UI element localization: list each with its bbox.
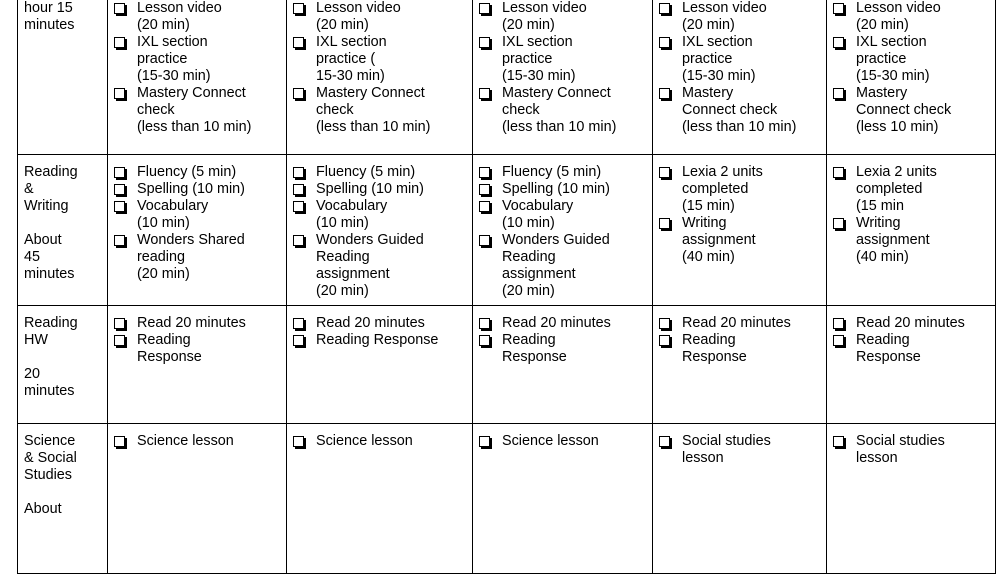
task-text: Vocabulary (10 min) (502, 198, 574, 231)
subject-duration: 20 minutes (24, 366, 75, 399)
subject-title: hour 15 minutes (24, 0, 75, 33)
task-text: Social studies lesson (856, 433, 945, 466)
day-4-task-cell (653, 0, 827, 155)
task-list (659, 315, 820, 366)
task-text: Spelling (10 min) (502, 181, 610, 197)
checkbox-bullet-icon (833, 218, 844, 229)
task-item (659, 85, 820, 136)
checkbox-bullet-icon (833, 436, 844, 447)
day-2-task-cell (287, 155, 473, 306)
day-3-task-cell (473, 424, 653, 574)
checkbox-bullet-icon (479, 201, 490, 212)
task-text: Reading Response (502, 332, 567, 365)
task-item (479, 181, 646, 198)
checkbox-bullet-icon (114, 184, 125, 195)
task-item (293, 332, 466, 349)
task-text: Mastery Connect check (less than 10 min) (316, 85, 431, 135)
task-text: Reading Response (856, 332, 921, 365)
task-item (659, 215, 820, 266)
schedule-row-science-social-studies (18, 424, 996, 574)
checkbox-bullet-icon (479, 37, 490, 48)
schedule-row-math (18, 0, 996, 155)
task-item (833, 0, 989, 34)
task-text: Wonders Shared reading (20 min) (137, 232, 245, 282)
checkbox-bullet-icon (659, 88, 670, 99)
task-item (293, 198, 466, 232)
task-item (114, 85, 280, 136)
day-3-task-cell (473, 0, 653, 155)
task-item (659, 433, 820, 467)
task-text: Mastery Connect check (less 10 min) (856, 85, 952, 135)
task-text: Read 20 minutes (682, 315, 791, 331)
task-list (293, 433, 466, 450)
checkbox-bullet-icon (293, 235, 304, 246)
task-text: Mastery Connect check (less than 10 min) (682, 85, 797, 135)
checkbox-bullet-icon (479, 167, 490, 178)
task-list (479, 164, 646, 300)
task-list (659, 433, 820, 467)
task-list (479, 0, 646, 136)
task-text: Vocabulary (10 min) (137, 198, 209, 231)
checkbox-bullet-icon (833, 318, 844, 329)
task-text: Fluency (5 min) (502, 164, 602, 180)
checkbox-bullet-icon (833, 167, 844, 178)
task-list (659, 164, 820, 266)
subject-header-cell (18, 424, 108, 574)
checkbox-bullet-icon (293, 37, 304, 48)
task-item (479, 164, 646, 181)
day-4-task-cell (653, 424, 827, 574)
task-item (479, 315, 646, 332)
subject-title: Science & Social Studies (24, 433, 77, 483)
task-text: Spelling (10 min) (316, 181, 424, 197)
task-text: Mastery Connect check (less than 10 min) (137, 85, 252, 135)
checkbox-bullet-icon (114, 335, 125, 346)
task-text: Vocabulary (10 min) (316, 198, 388, 231)
task-item (659, 0, 820, 34)
task-item (293, 34, 466, 85)
checkbox-bullet-icon (293, 88, 304, 99)
task-list (479, 315, 646, 366)
task-list (114, 164, 280, 283)
task-text: Fluency (5 min) (137, 164, 237, 180)
task-item (659, 332, 820, 366)
task-text: IXL section practice (15-30 min) (502, 34, 576, 84)
checkbox-bullet-icon (293, 436, 304, 447)
checkbox-bullet-icon (833, 88, 844, 99)
task-text: Read 20 minutes (856, 315, 965, 331)
checkbox-bullet-icon (479, 436, 490, 447)
task-list (114, 315, 280, 366)
day-5-task-cell (827, 155, 996, 306)
checkbox-bullet-icon (114, 436, 125, 447)
checkbox-bullet-icon (479, 184, 490, 195)
checkbox-bullet-icon (293, 201, 304, 212)
task-text: Writing assignment (40 min) (682, 215, 756, 265)
task-item (293, 232, 466, 300)
task-text: IXL section practice (15-30 min) (137, 34, 211, 84)
day-3-task-cell (473, 306, 653, 424)
subject-duration: About (24, 501, 62, 517)
task-item (833, 332, 989, 366)
task-text: Lesson video (20 min) (502, 0, 587, 33)
task-text: Lexia 2 units completed (15 min) (682, 164, 763, 214)
task-item (293, 0, 466, 34)
checkbox-bullet-icon (659, 167, 670, 178)
task-item (114, 164, 280, 181)
checkbox-bullet-icon (479, 88, 490, 99)
task-item (479, 34, 646, 85)
task-item (114, 332, 280, 366)
task-item (293, 164, 466, 181)
day-5-task-cell (827, 0, 996, 155)
day-1-task-cell (108, 306, 287, 424)
task-list (293, 315, 466, 349)
task-item (833, 85, 989, 136)
task-text: Science lesson (137, 433, 234, 449)
checkbox-bullet-icon (114, 3, 125, 14)
task-item (114, 181, 280, 198)
checkbox-bullet-icon (479, 235, 490, 246)
task-item (114, 0, 280, 34)
task-text: Reading Response (316, 332, 439, 348)
day-1-task-cell (108, 424, 287, 574)
task-list (293, 0, 466, 136)
task-list (114, 433, 280, 450)
task-text: Wonders Guided Reading assignment (20 min) (502, 232, 610, 299)
task-text: Lexia 2 units completed (15 min (856, 164, 937, 214)
task-text: Read 20 minutes (502, 315, 611, 331)
checkbox-bullet-icon (479, 3, 490, 14)
subject-title: Reading & Writing (24, 164, 78, 214)
task-text: Spelling (10 min) (137, 181, 245, 197)
task-item (114, 433, 280, 450)
task-item (114, 315, 280, 332)
subject-header-cell (18, 306, 108, 424)
task-item (479, 85, 646, 136)
checkbox-bullet-icon (114, 201, 125, 212)
task-text: Wonders Guided Reading assignment (20 min) (316, 232, 424, 299)
day-1-task-cell (108, 155, 287, 306)
day-2-task-cell (287, 424, 473, 574)
task-item (114, 34, 280, 85)
task-item (833, 164, 989, 215)
task-item (659, 164, 820, 215)
task-item (293, 85, 466, 136)
task-text: Writing assignment (40 min) (856, 215, 930, 265)
task-list (479, 433, 646, 450)
checkbox-bullet-icon (114, 167, 125, 178)
day-5-task-cell (827, 424, 996, 574)
checkbox-bullet-icon (833, 37, 844, 48)
checkbox-bullet-icon (114, 37, 125, 48)
checkbox-bullet-icon (114, 88, 125, 99)
task-item (479, 0, 646, 34)
subject-duration: About 45 minutes (24, 232, 75, 282)
schedule-row-reading-hw (18, 306, 996, 424)
day-4-task-cell (653, 306, 827, 424)
schedule-row-reading-writing (18, 155, 996, 306)
checkbox-bullet-icon (659, 318, 670, 329)
task-text: IXL section practice (15-30 min) (856, 34, 930, 84)
task-text: Reading Response (137, 332, 202, 365)
task-item (833, 433, 989, 467)
task-list (833, 315, 989, 366)
task-list (833, 164, 989, 266)
task-item (293, 315, 466, 332)
task-text: Mastery Connect check (less than 10 min) (502, 85, 617, 135)
task-text: IXL section practice ( 15-30 min) (316, 34, 387, 84)
day-2-task-cell (287, 0, 473, 155)
weekly-schedule-table (17, 0, 996, 574)
checkbox-bullet-icon (293, 3, 304, 14)
task-item (833, 315, 989, 332)
task-list (833, 0, 989, 136)
checkbox-bullet-icon (833, 3, 844, 14)
task-item (833, 34, 989, 85)
checkbox-bullet-icon (659, 335, 670, 346)
day-4-task-cell (653, 155, 827, 306)
checkbox-bullet-icon (293, 184, 304, 195)
task-item (479, 433, 646, 450)
checkbox-bullet-icon (479, 318, 490, 329)
task-item (293, 181, 466, 198)
task-text: Lesson video (20 min) (137, 0, 222, 33)
schedule-body (18, 0, 996, 574)
task-list (659, 0, 820, 136)
task-item (293, 433, 466, 450)
task-list (293, 164, 466, 300)
checkbox-bullet-icon (293, 167, 304, 178)
checkbox-bullet-icon (659, 37, 670, 48)
task-item (659, 34, 820, 85)
checkbox-bullet-icon (114, 235, 125, 246)
day-3-task-cell (473, 155, 653, 306)
task-text: Lesson video (20 min) (316, 0, 401, 33)
checkbox-bullet-icon (659, 436, 670, 447)
task-text: Social studies lesson (682, 433, 771, 466)
task-item (114, 232, 280, 283)
task-text: Lesson video (20 min) (856, 0, 941, 33)
checkbox-bullet-icon (479, 335, 490, 346)
subject-title: Reading HW (24, 315, 78, 348)
task-text: Science lesson (316, 433, 413, 449)
checkbox-bullet-icon (293, 318, 304, 329)
subject-header-cell (18, 0, 108, 155)
checkbox-bullet-icon (659, 3, 670, 14)
task-item (114, 198, 280, 232)
task-text: Read 20 minutes (316, 315, 425, 331)
checkbox-bullet-icon (833, 335, 844, 346)
day-1-task-cell (108, 0, 287, 155)
task-item (659, 315, 820, 332)
task-list (114, 0, 280, 136)
task-text: Lesson video (20 min) (682, 0, 767, 33)
task-item (833, 215, 989, 266)
day-5-task-cell (827, 306, 996, 424)
task-text: Reading Response (682, 332, 747, 365)
subject-header-cell (18, 155, 108, 306)
checkbox-bullet-icon (659, 218, 670, 229)
task-item (479, 232, 646, 300)
task-item (479, 198, 646, 232)
task-text: Fluency (5 min) (316, 164, 416, 180)
task-text: Read 20 minutes (137, 315, 246, 331)
checkbox-bullet-icon (114, 318, 125, 329)
task-item (479, 332, 646, 366)
checkbox-bullet-icon (293, 335, 304, 346)
task-list (833, 433, 989, 467)
task-text: Science lesson (502, 433, 599, 449)
task-text: IXL section practice (15-30 min) (682, 34, 756, 84)
day-2-task-cell (287, 306, 473, 424)
